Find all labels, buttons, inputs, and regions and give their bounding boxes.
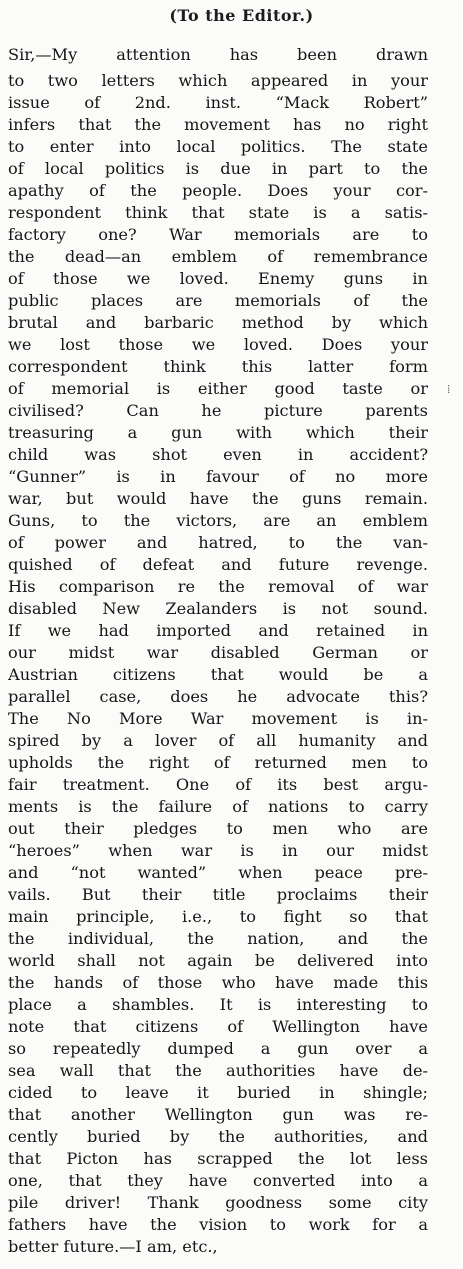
letter-line: respondent think that state is a satis-: [8, 203, 428, 222]
letter-line: fair treatment. One of its best argu-: [8, 775, 428, 794]
letter-line: If we had imported and retained in: [8, 621, 428, 640]
letter-line: and “not wanted” when peace pre-: [8, 863, 428, 882]
letter-line: note that citizens of Wellington have: [8, 1017, 428, 1036]
letter-line: to enter into local politics. The state: [8, 137, 428, 156]
letter-line: factory one? War memorials are to: [8, 225, 428, 244]
letter-line: civilised? Can he picture parents: [8, 401, 428, 420]
letter-line: place a shambles. It is interesting to: [8, 995, 428, 1014]
letter-line: of memorial is either good taste or: [8, 379, 428, 398]
letter-line: of those we loved. Enemy guns in: [8, 269, 428, 288]
letter-line: the dead—an emblem of remembrance: [8, 247, 428, 266]
letter-line: “heroes” when war is in our midst: [8, 841, 428, 860]
letter-line: one, that they have converted into a: [8, 1171, 428, 1190]
letter-line: the individual, the nation, and the: [8, 929, 428, 948]
letter-line: public places are memorials of the: [8, 291, 428, 310]
letter-line: our midst war disabled German or: [8, 643, 428, 662]
letter-line: treasuring a gun with which their: [8, 423, 428, 442]
letter-line: upholds the right of returned men to: [8, 753, 428, 772]
letter-body: [8, 40, 428, 1258]
letter-line: cently buried by the authorities, and: [8, 1127, 428, 1146]
letter-line: “Gunner” is in favour of no more: [8, 467, 428, 486]
letter-line: war, but would have the guns remain.: [8, 489, 428, 508]
letter-line: to two letters which appeared in your: [8, 71, 428, 90]
letter-line: disabled New Zealanders is not sound.: [8, 599, 428, 618]
letter-line: ments is the failure of nations to carry: [8, 797, 428, 816]
letter-line: out their pledges to men who are: [8, 819, 428, 838]
letter-line: that Picton has scrapped the lot less: [8, 1149, 428, 1168]
letter-line: brutal and barbaric method by which: [8, 313, 428, 332]
letter-heading: (To the Editor.): [169, 6, 314, 25]
letter-line: infers that the movement has no right: [8, 115, 428, 134]
letter-line: vails. But their title proclaims their: [8, 885, 428, 904]
letter-line: quished of defeat and future revenge.: [8, 555, 428, 574]
letter-line: so repeatedly dumped a gun over a: [8, 1039, 428, 1058]
letter-line: that another Wellington gun was re-: [8, 1105, 428, 1124]
letter-line: His comparison re the removal of war: [8, 577, 428, 596]
letter-line: fathers have the vision to work for a: [8, 1215, 428, 1234]
letter-line: of power and hatred, to the van-: [8, 533, 428, 552]
letter-line: better future.—I am, etc.,: [8, 1237, 218, 1256]
letter-line: Austrian citizens that would be a: [8, 665, 428, 684]
letter-line: spired by a lover of all humanity and: [8, 731, 428, 750]
letter-line: cided to leave it buried in shingle;: [8, 1083, 428, 1102]
margin-mark: ⁞: [447, 382, 451, 396]
letter-line: Guns, to the victors, are an emblem: [8, 511, 428, 530]
letter-line: apathy of the people. Does your cor-: [8, 181, 428, 200]
letter-line: child was shot even in accident?: [8, 445, 428, 464]
letter-line: sea wall that the authorities have de-: [8, 1061, 428, 1080]
letter-line: of local politics is due in part to the: [8, 159, 428, 178]
letter-line: issue of 2nd. inst. “Mack Robert”: [8, 93, 428, 112]
letter-line: the hands of those who have made this: [8, 973, 428, 992]
letter-line: pile driver! Thank goodness some city: [8, 1193, 428, 1212]
letter-line: we lost those we loved. Does your: [8, 335, 428, 354]
letter-line: parallel case, does he advocate this?: [8, 687, 428, 706]
letter-line: The No More War movement is in-: [8, 709, 428, 728]
letter-line: correspondent think this latter form: [8, 357, 428, 376]
letter-line: Sir,—My attention has been drawn: [8, 45, 428, 64]
letter-line: main principle, i.e., to fight so that: [8, 907, 428, 926]
letter-line: world shall not again be delivered into: [8, 951, 428, 970]
